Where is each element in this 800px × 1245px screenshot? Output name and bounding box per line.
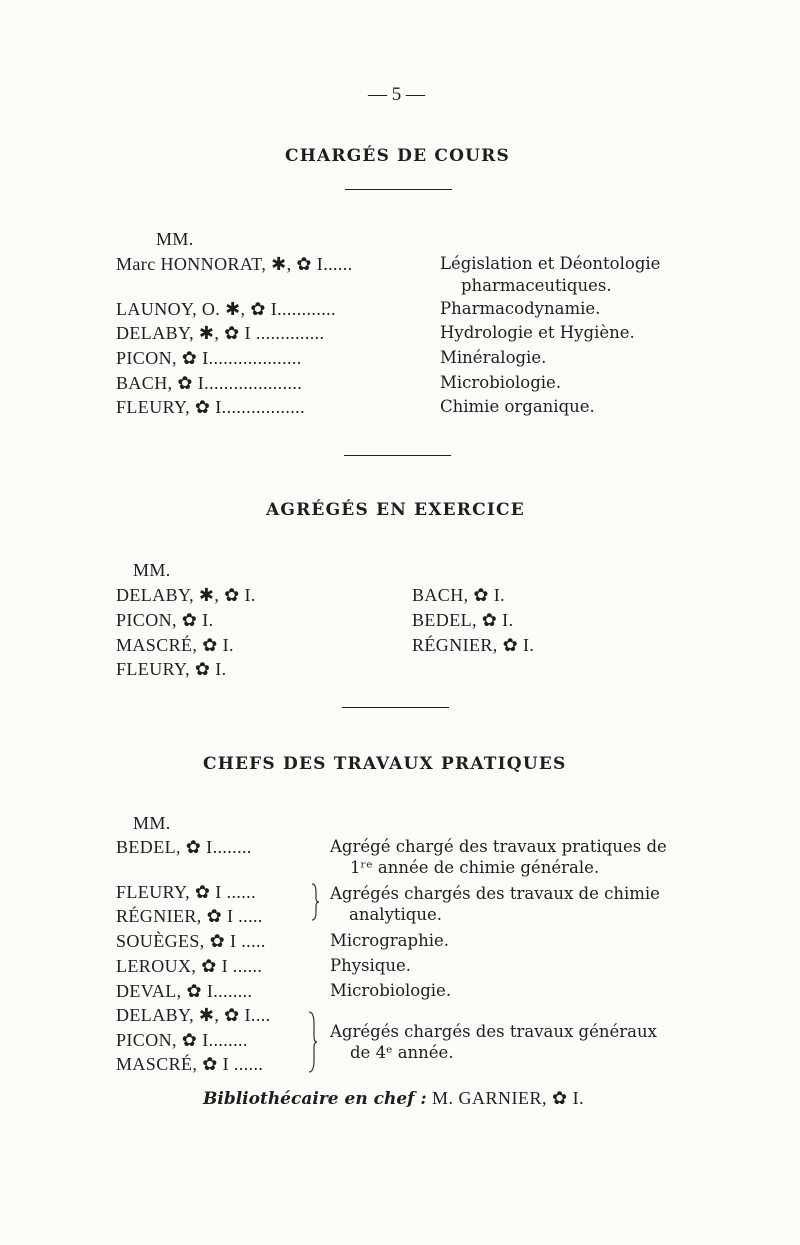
subject-entry: Microbiologie. — [330, 981, 452, 1000]
divider — [342, 707, 449, 708]
brace-icon — [310, 882, 320, 922]
divider — [345, 189, 452, 190]
name-entry: SOUÈGES, ✿ I ..... — [116, 931, 266, 951]
section-title-agreges: AGRÉGÉS EN EXERCICE — [266, 500, 525, 520]
page-number: — 5 — — [368, 84, 425, 105]
section-title-charges: CHARGÉS DE COURS — [285, 146, 510, 166]
name-entry: FLEURY, ✿ I. — [116, 659, 227, 679]
subject-entry: Minéralogie. — [440, 348, 547, 367]
subject-entry-continued: de 4ᵉ année. — [350, 1043, 454, 1062]
name-entry: BEDEL, ✿ I. — [412, 610, 514, 630]
subject-entry-continued: analytique. — [349, 905, 443, 924]
subject-entry: Chimie organique. — [440, 397, 595, 416]
brace-icon — [307, 1010, 317, 1074]
name-entry: DELABY, ✱, ✿ I.... — [116, 1005, 271, 1025]
name-entry: DELABY, ✱, ✿ I. — [116, 585, 256, 605]
subject-entry: Micrographie. — [330, 931, 449, 950]
librarian-line — [203, 1088, 584, 1109]
librarian-label: Bibliothécaire en chef : — [203, 1089, 427, 1109]
mm-label: MM. — [133, 560, 171, 580]
name-entry: RÉGNIER, ✿ I ..... — [116, 906, 263, 926]
name-entry: MASCRÉ, ✿ I. — [116, 635, 234, 655]
name-entry: BACH, ✿ I.................... — [116, 373, 303, 393]
subject-entry: Physique. — [330, 956, 411, 975]
mm-label: MM. — [156, 229, 194, 249]
name-entry: BEDEL, ✿ I........ — [116, 837, 252, 857]
name-entry: MASCRÉ, ✿ I ...... — [116, 1054, 264, 1074]
mm-label: MM. — [133, 813, 171, 833]
name-entry: Marc HONNORAT, ✱, ✿ I...... — [116, 254, 353, 274]
name-entry: PICON, ✿ I................... — [116, 348, 302, 368]
subject-entry-continued: 1ʳᵉ année de chimie générale. — [350, 858, 600, 877]
subject-entry: Législation et Déontologie — [440, 254, 661, 273]
subject-entry: Hydrologie et Hygiène. — [440, 323, 635, 342]
divider — [344, 455, 451, 456]
name-entry: LAUNOY, O. ✱, ✿ I............ — [116, 299, 336, 319]
subject-entry: Agrégés chargés des travaux de chimie — [330, 884, 660, 903]
subject-entry: Microbiologie. — [440, 373, 562, 392]
name-entry: PICON, ✿ I. — [116, 610, 214, 630]
name-entry: BACH, ✿ I. — [412, 585, 506, 605]
name-entry: LEROUX, ✿ I ...... — [116, 956, 263, 976]
subject-entry: Agrégé chargé des travaux pratiques de — [330, 837, 667, 856]
name-entry: FLEURY, ✿ I ...... — [116, 882, 256, 902]
subject-entry: Agrégés chargés des travaux généraux — [330, 1022, 657, 1041]
name-entry: RÉGNIER, ✿ I. — [412, 635, 535, 655]
subject-entry-continued: pharmaceutiques. — [461, 276, 612, 295]
subject-entry: Pharmacodynamie. — [440, 299, 601, 318]
name-entry: FLEURY, ✿ I................. — [116, 397, 305, 417]
section-title-chefs: CHEFS DES TRAVAUX PRATIQUES — [203, 754, 567, 774]
name-entry: PICON, ✿ I........ — [116, 1030, 248, 1050]
name-entry: DEVAL, ✿ I........ — [116, 981, 253, 1001]
librarian-name: M. GARNIER, ✿ I. — [432, 1088, 585, 1108]
name-entry: DELABY, ✱, ✿ I .............. — [116, 323, 325, 343]
